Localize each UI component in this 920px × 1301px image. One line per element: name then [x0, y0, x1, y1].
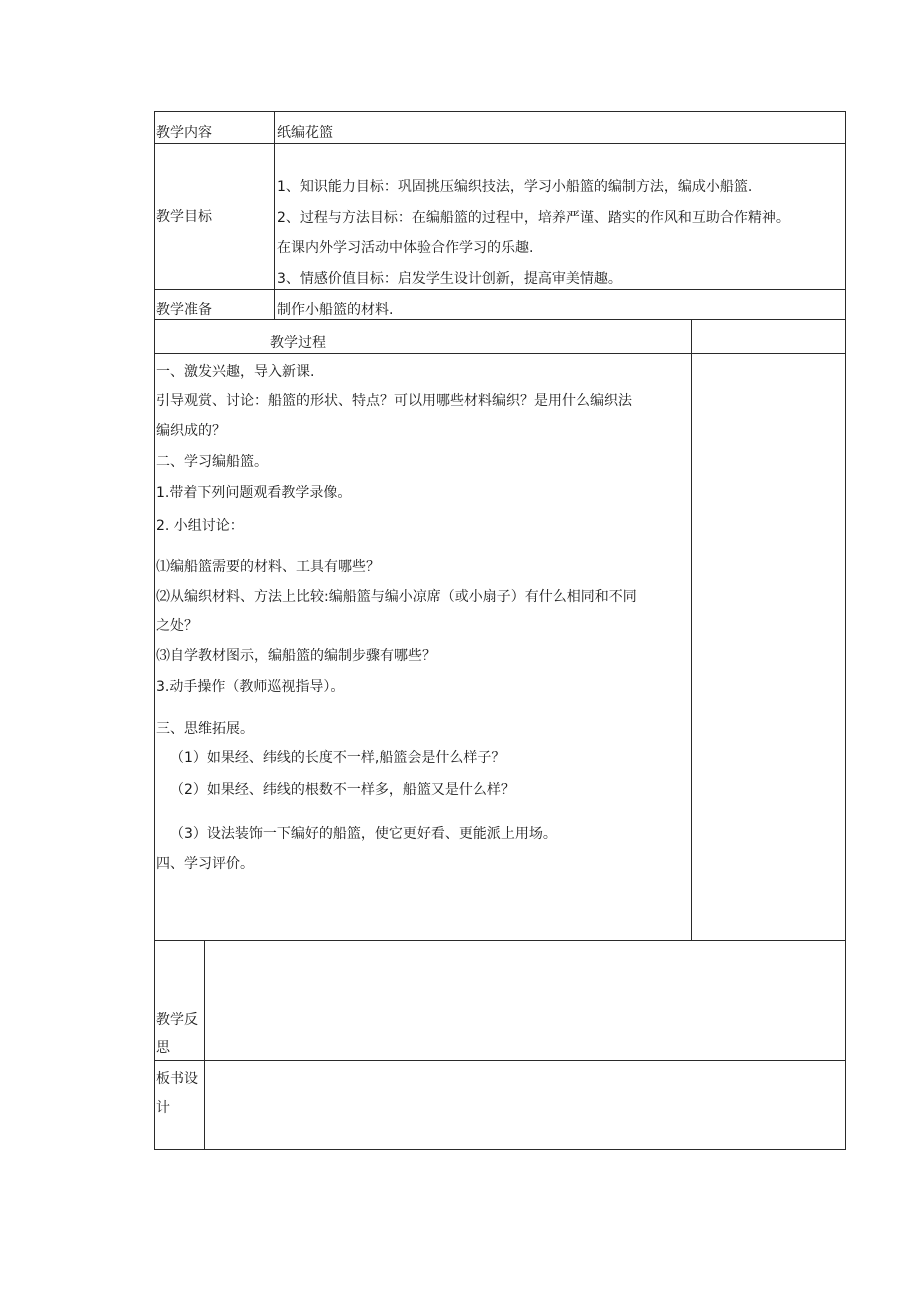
rule — [154, 1060, 846, 1061]
content-value: 纸编花篮 — [277, 125, 333, 141]
process-line: 一、激发兴趣，导入新课. — [156, 364, 315, 380]
process-line: 2. 小组讨论： — [156, 518, 244, 534]
goal-label: 教学目标 — [156, 209, 212, 225]
prep-value: 制作小船篮的材料. — [277, 302, 394, 318]
rule — [154, 289, 846, 290]
rule — [154, 111, 846, 112]
process-line: 引导观赏、讨论：船篮的形状、特点？可以用哪些材料编织？是用什么编织法 — [156, 393, 632, 409]
rule — [845, 111, 846, 1150]
process-line: （1）如果经、纬线的长度不一样,船篮会是什么样子？ — [170, 750, 506, 766]
process-line: 之处？ — [156, 618, 198, 634]
rule — [154, 1149, 846, 1150]
rule — [154, 111, 155, 1150]
process-line: 编织成的？ — [156, 423, 226, 439]
process-line: 四、学习评价。 — [156, 856, 254, 872]
board-label: 计 — [156, 1100, 170, 1116]
process-line: ⑵从编织材料、方法上比较:编船篮与编小凉席（或小扇子）有什么相同和不同 — [156, 589, 637, 605]
board-label: 板书设 — [156, 1071, 198, 1087]
process-line: ⑶自学教材图示，编船篮的编制步骤有哪些？ — [156, 648, 436, 664]
process-line: 1.带着下列问题观看教学录像。 — [156, 485, 352, 501]
reflection-label: 教学反 — [156, 1012, 198, 1028]
process-line: ⑴编船篮需要的材料、工具有哪些？ — [156, 559, 380, 575]
rule — [154, 940, 846, 941]
rule — [204, 940, 205, 1150]
reflection-label: 思 — [156, 1040, 170, 1056]
process-line: 三、思维拓展。 — [156, 721, 254, 737]
process-line: 3.动手操作（教师巡视指导）。 — [156, 679, 345, 695]
goal-line: 3、情感价值目标：启发学生设计创新，提高审美情趣。 — [277, 271, 622, 287]
goal-line: 在课内外学习活动中体验合作学习的乐趣. — [277, 240, 534, 256]
process-header: 教学过程 — [270, 335, 326, 351]
rule — [154, 143, 846, 144]
process-line: （2）如果经、纬线的根数不一样多，船篮又是什么样？ — [170, 782, 515, 798]
rule — [154, 353, 846, 354]
rule — [154, 319, 846, 320]
prep-label: 教学准备 — [156, 302, 212, 318]
content-label: 教学内容 — [156, 125, 212, 141]
process-line: 二、学习编船篮。 — [156, 454, 268, 470]
lesson-plan-table — [154, 111, 846, 1150]
goal-line: 1、知识能力目标：巩固挑压编织技法，学习小船篮的编制方法，编成小船篮. — [277, 179, 753, 195]
process-line: （3）设法装饰一下编好的船篮，使它更好看、更能派上用场。 — [170, 826, 557, 842]
rule — [691, 319, 692, 940]
goal-line: 2、过程与方法目标：在编船篮的过程中，培养严谨、踏实的作风和互助合作精神。 — [277, 210, 790, 226]
rule — [274, 111, 275, 319]
